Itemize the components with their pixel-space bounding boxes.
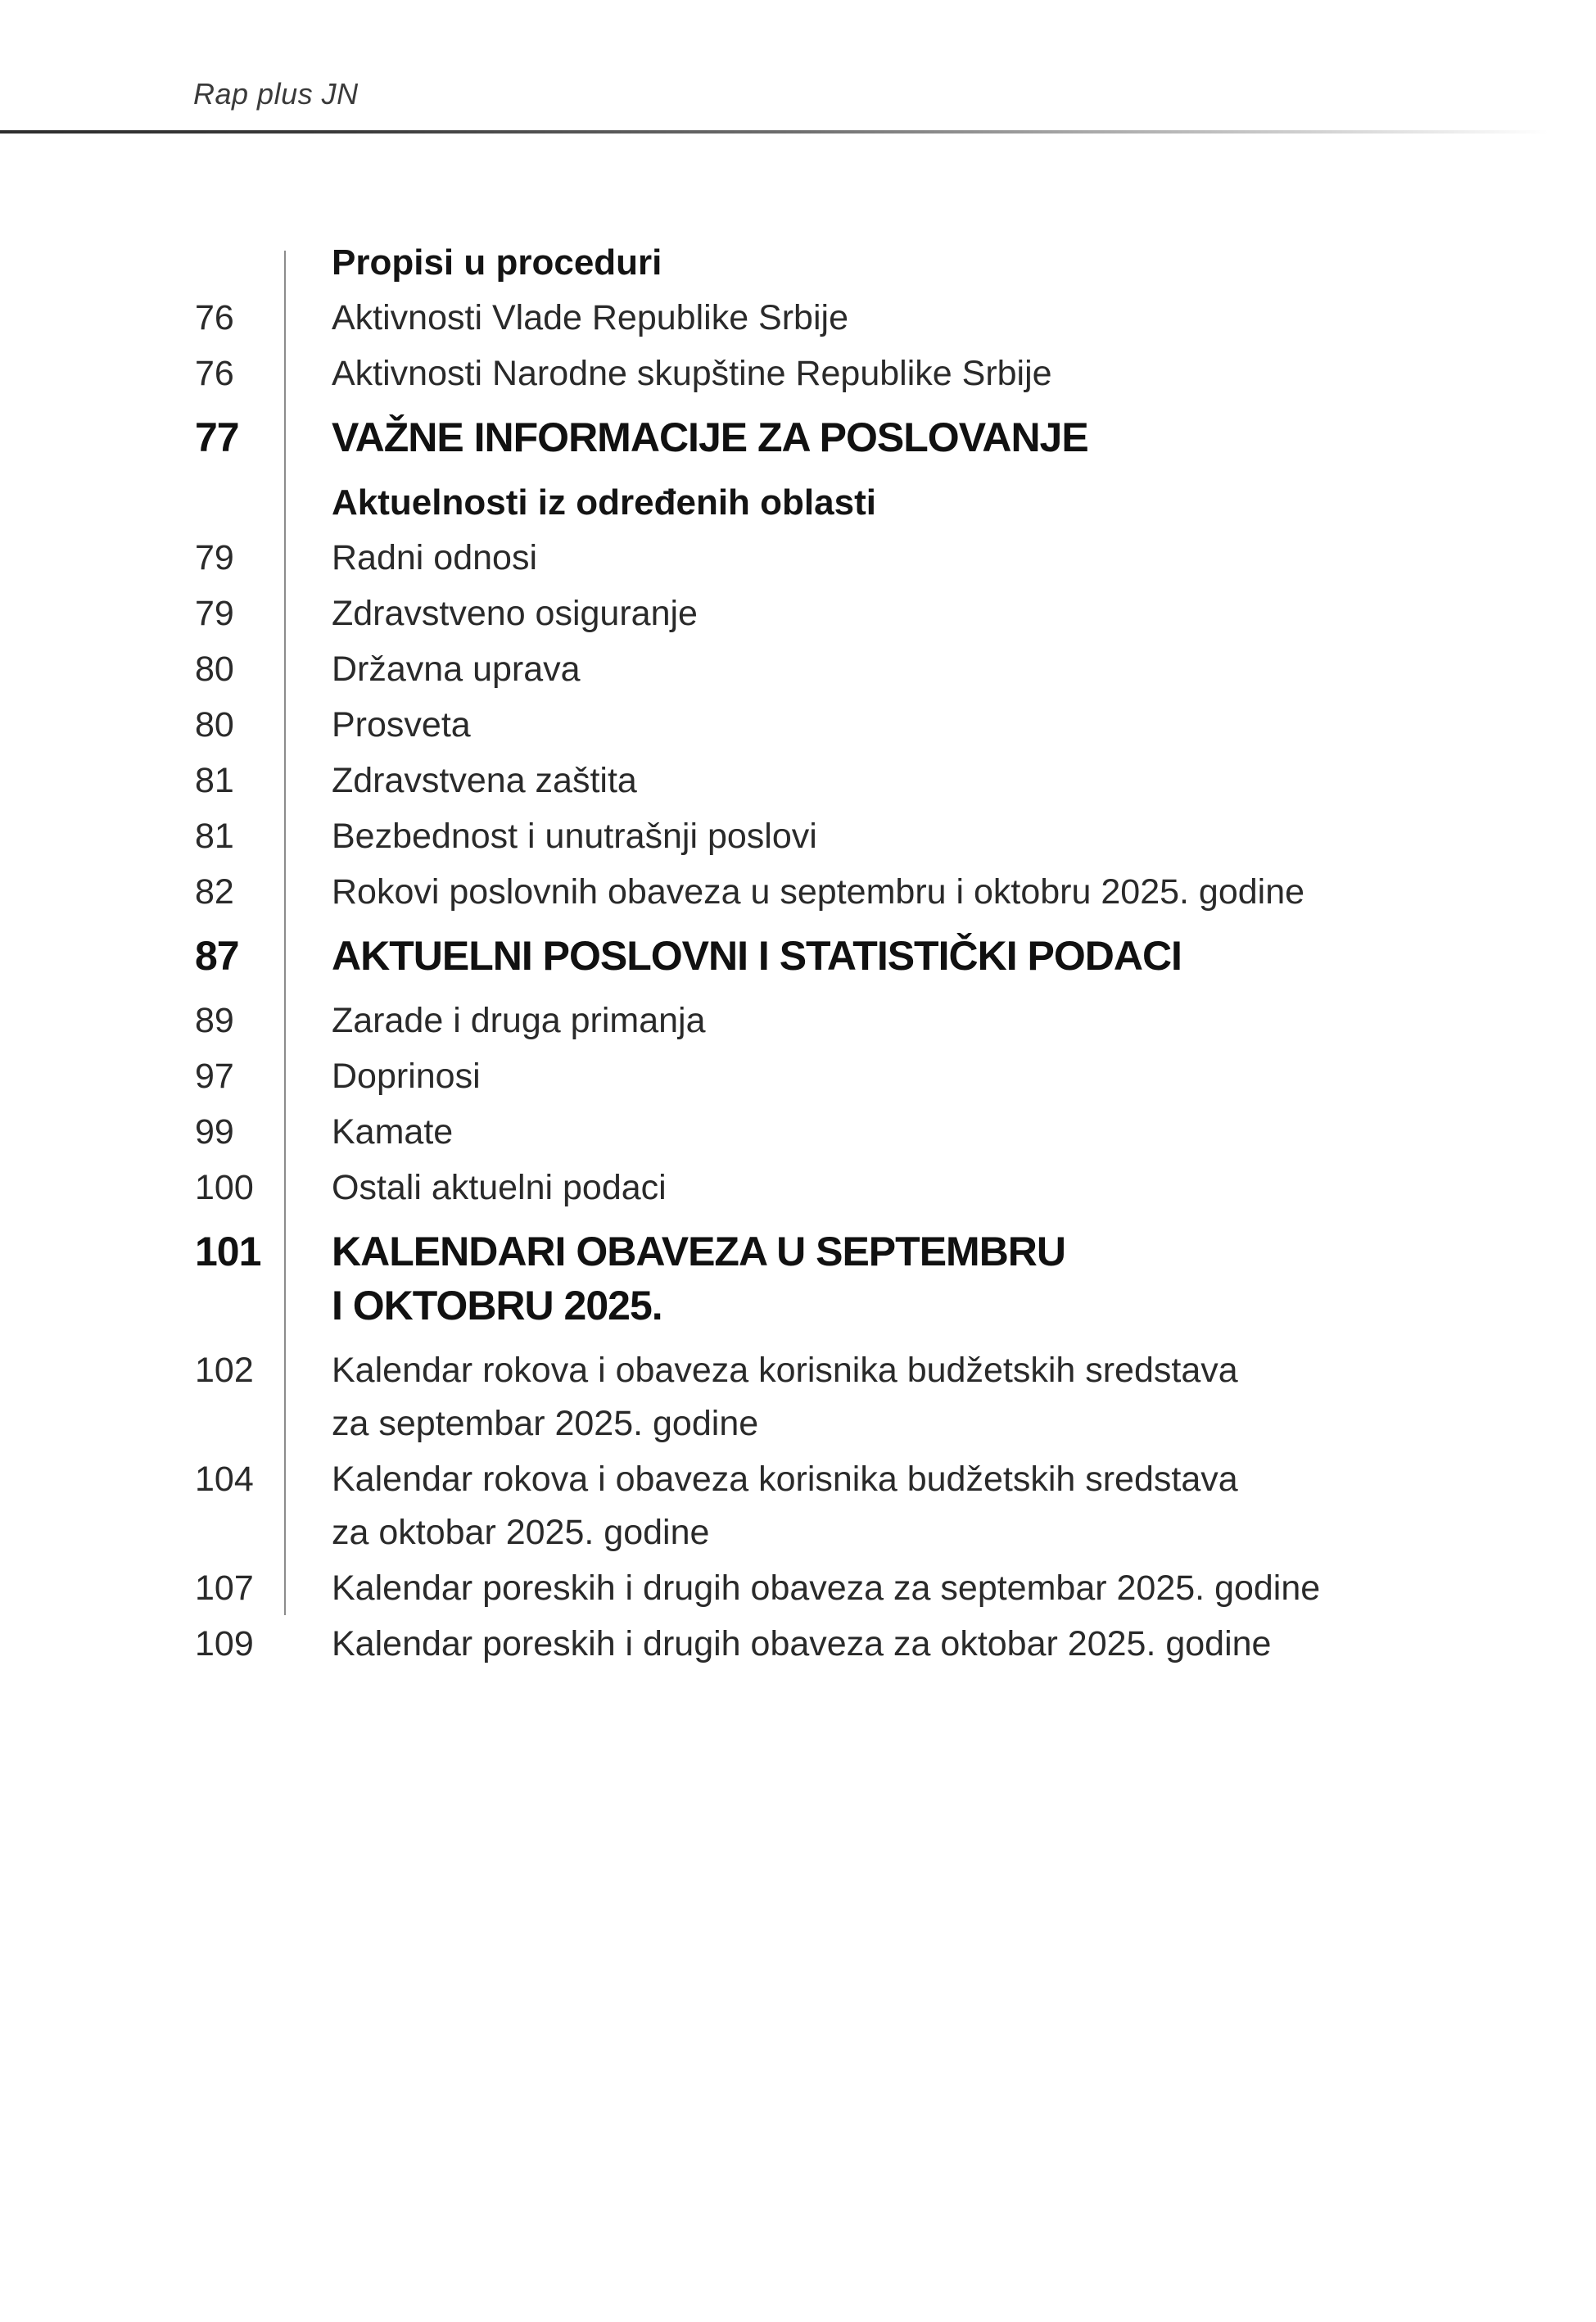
toc-entry[interactable] xyxy=(195,1050,1554,1103)
toc-entry-title xyxy=(284,587,698,640)
toc-entry-title-line: Kalendar poreskih i drugih obaveza za oktobar 2025. godine xyxy=(332,1624,1272,1663)
toc-entry-title xyxy=(284,1562,1320,1615)
toc-entry-title xyxy=(284,1224,1065,1333)
toc-entry-title-line: Ostali aktuelni podaci xyxy=(332,1168,667,1207)
toc-entry[interactable] xyxy=(195,929,1554,983)
toc-page-number: 107 xyxy=(195,1568,254,1608)
toc-page-number: 82 xyxy=(195,872,234,912)
toc-entry-title-line: Propisi u proceduri xyxy=(332,242,662,283)
toc-entry-title-line: Aktivnosti Vlade Republike Srbije xyxy=(332,298,848,337)
toc-entry-title-line: Kalendar rokova i obaveza korisnika budžetskih sredstava xyxy=(332,1460,1238,1499)
publication-title: Rap plus JN xyxy=(193,77,359,111)
toc-entry-title xyxy=(284,292,848,345)
toc-entry[interactable] xyxy=(195,699,1554,752)
toc-page-number: 97 xyxy=(195,1057,234,1096)
toc-page-number: 77 xyxy=(195,414,239,460)
toc-entry-title xyxy=(284,810,817,863)
toc-entry-title-line: VAŽNE INFORMACIJE ZA POSLOVANJE xyxy=(332,414,1088,460)
toc-entry-title-line: Zdravstvena zaštita xyxy=(332,761,637,800)
toc-entry[interactable] xyxy=(195,236,1554,289)
toc-entry-title xyxy=(284,1106,453,1159)
toc-entry[interactable] xyxy=(195,587,1554,640)
toc-page-number: 99 xyxy=(195,1112,234,1152)
toc-page-number: 109 xyxy=(195,1624,254,1663)
toc-entry[interactable] xyxy=(195,643,1554,696)
toc-entry[interactable] xyxy=(195,1453,1554,1559)
toc-entry-title-line: Zdravstveno osiguranje xyxy=(332,594,698,633)
toc-entry-title-line: Aktivnosti Narodne skupštine Republike Srbije xyxy=(332,354,1052,393)
toc-page-number: 76 xyxy=(195,354,234,393)
toc-entry-title-line: Kamate xyxy=(332,1112,454,1152)
toc-entry-title-line: AKTUELNI POSLOVNI I STATISTIČKI PODACI xyxy=(332,933,1182,979)
toc-entry-title-line: I OKTOBRU 2025. xyxy=(332,1283,662,1328)
toc-entry-title-line: Kalendar poreskih i drugih obaveza za septembar 2025. godine xyxy=(332,1568,1321,1608)
toc-entry-title-line: Aktuelnosti iz određenih oblasti xyxy=(332,482,876,523)
toc-page-number: 81 xyxy=(195,817,234,856)
toc-entry-title xyxy=(284,754,637,808)
toc-entry[interactable] xyxy=(195,532,1554,585)
toc-entry-title xyxy=(284,532,537,585)
toc-entry-title xyxy=(284,1050,481,1103)
toc-entry-title-line: Rokovi poslovnih obaveza u septembru i oktobru 2025. godine xyxy=(332,872,1305,912)
toc-entry-title xyxy=(284,929,1182,983)
toc-entry-title xyxy=(284,1618,1271,1671)
toc-entry[interactable] xyxy=(195,1161,1554,1215)
toc-entry[interactable] xyxy=(195,994,1554,1048)
toc-entry[interactable] xyxy=(195,292,1554,345)
toc-page-number: 104 xyxy=(195,1460,254,1499)
toc-entry-title xyxy=(284,410,1088,464)
toc-entry-title xyxy=(284,476,876,529)
toc-page-number: 89 xyxy=(195,1001,234,1040)
toc-page-number: 80 xyxy=(195,705,234,745)
toc-page-number: 79 xyxy=(195,594,234,633)
toc-page-number: 80 xyxy=(195,650,234,689)
toc-entry[interactable] xyxy=(195,754,1554,808)
toc-entry-title-line: Zarade i druga primanja xyxy=(332,1001,706,1040)
toc-entry[interactable] xyxy=(195,1562,1554,1615)
toc-entry[interactable] xyxy=(195,810,1554,863)
toc-entry[interactable] xyxy=(195,866,1554,919)
toc-page-number: 76 xyxy=(195,298,234,337)
toc-page-number: 100 xyxy=(195,1168,254,1207)
toc-entry-title-line: Kalendar rokova i obaveza korisnika budžetskih sredstava xyxy=(332,1351,1238,1390)
toc-entry-title xyxy=(284,236,662,289)
toc-entry[interactable] xyxy=(195,476,1554,529)
toc-entry-title xyxy=(284,866,1304,919)
toc-entry-title-line: Doprinosi xyxy=(332,1057,481,1096)
toc-entry-title-line: za oktobar 2025. godine xyxy=(332,1513,710,1552)
toc-entry-title xyxy=(284,994,706,1048)
toc-entry-title-line: Državna uprava xyxy=(332,650,581,689)
toc-page-number: 81 xyxy=(195,761,234,800)
toc-entry[interactable] xyxy=(195,347,1554,401)
toc-entry-title-line: Radni odnosi xyxy=(332,538,538,577)
toc-entry-title xyxy=(284,347,1052,401)
header-rule xyxy=(0,130,1596,134)
table-of-contents xyxy=(195,236,1554,1673)
toc-entry-title xyxy=(284,1344,1238,1451)
toc-entry-title-line: KALENDARI OBAVEZA U SEPTEMBRU xyxy=(332,1229,1066,1274)
toc-entry[interactable] xyxy=(195,1618,1554,1671)
toc-entry-title-line: Bezbednost i unutrašnji poslovi xyxy=(332,817,817,856)
toc-entry-title xyxy=(284,699,471,752)
toc-entry[interactable] xyxy=(195,1224,1554,1333)
toc-entry[interactable] xyxy=(195,1106,1554,1159)
toc-entry-title xyxy=(284,1453,1238,1559)
toc-entry-title-line: Prosveta xyxy=(332,705,471,745)
toc-entry[interactable] xyxy=(195,1344,1554,1451)
toc-entry-title xyxy=(284,643,581,696)
toc-page-number: 87 xyxy=(195,933,239,979)
toc-page-number: 101 xyxy=(195,1229,261,1274)
toc-page-number: 102 xyxy=(195,1351,254,1390)
toc-entry-title-line: za septembar 2025. godine xyxy=(332,1404,759,1443)
toc-entry[interactable] xyxy=(195,410,1554,464)
toc-entry-title xyxy=(284,1161,667,1215)
toc-page-number: 79 xyxy=(195,538,234,577)
